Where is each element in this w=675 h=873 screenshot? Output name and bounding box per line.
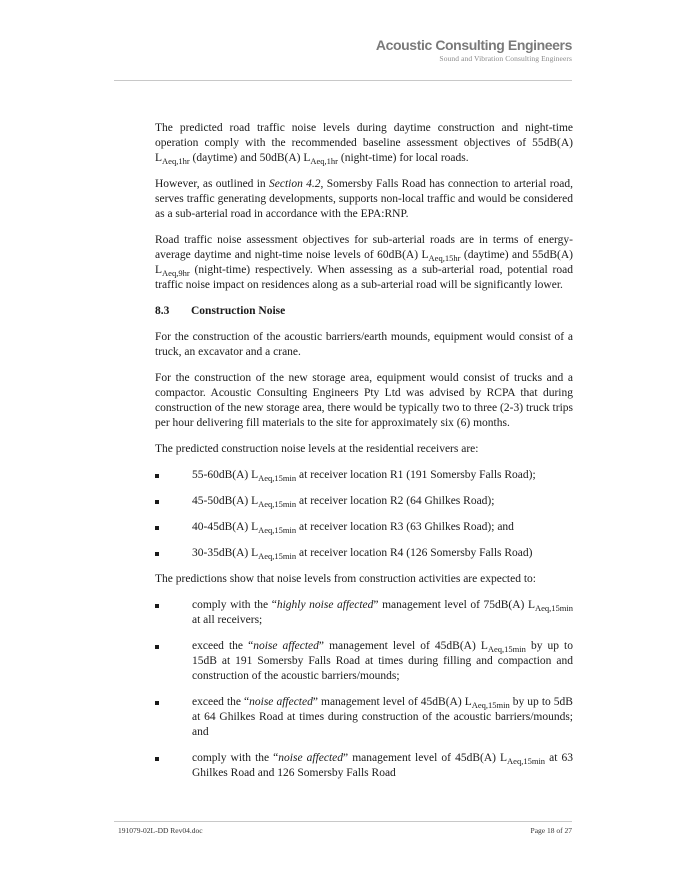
paragraph-barrier-equipment: For the construction of the acoustic barriers/earth mounds, equipment would consist of a truck, an excavator and a crane. xyxy=(155,331,573,358)
bullet-icon xyxy=(155,500,159,504)
bullet-icon xyxy=(155,604,159,608)
list-item: 40-45dB(A) $L_{Aeq,15min}$ at receiver location R3 (63 Ghilkes Road); and xyxy=(155,520,573,535)
list-item: comply with the “noise affected” management level of 45dB(A) $L_{Aeq,15min}$ at 63 Ghilkes Road and 126 Somersby Falls Road xyxy=(155,751,573,781)
list-item: exceed the “noise affected” management level of 45dB(A) $L_{Aeq,15min}$ by up to 15dB at 191 Somersby Falls Road at times during filling and compaction and construction of the acoustic barriers/mounds; xyxy=(155,639,573,684)
section-title: Construction Noise xyxy=(191,305,286,317)
list-item: comply with the “highly noise affected” management level of 75dB(A) $L_{Aeq,15min}$ at all receivers; xyxy=(155,598,573,628)
list-item: 30-35dB(A) $L_{Aeq,15min}$ at receiver location R4 (126 Somersby Falls Road) xyxy=(155,546,573,561)
paragraph-road-objectives: Road traffic noise assessment objectives for sub-arterial roads are in terms of energy-average daytime and night-time noise levels of 60dB(A) $L_{Aeq,15hr}$ (daytime) and 55dB(A) $L_{Aeq,9hr}$ (night-time) respectively. When assessing as a sub-arterial road, potential road traffic noise impact on residences along as a sub-arterial road will be significantly lower. xyxy=(155,234,573,291)
bullet-icon xyxy=(155,552,159,556)
company-name: Acoustic Consulting Engineers xyxy=(375,37,572,53)
receiver-levels-list xyxy=(155,468,573,561)
section-number: 8.3 xyxy=(155,305,170,317)
bullet-icon xyxy=(155,645,159,649)
bullet-icon xyxy=(155,474,159,478)
section-heading xyxy=(155,304,573,319)
company-tagline: Sound and Vibration Consulting Engineers xyxy=(439,54,572,63)
page-header xyxy=(376,37,572,63)
list-item: 45-50dB(A) $L_{Aeq,15min}$ at receiver location R2 (64 Ghilkes Road); xyxy=(155,494,573,509)
bullet-icon xyxy=(155,526,159,530)
paragraph-predicted-levels-intro: The predicted construction noise levels at the residential receivers are: xyxy=(155,443,479,455)
list-item: 55-60dB(A) $L_{Aeq,15min}$ at receiver location R1 (191 Somersby Falls Road); xyxy=(155,468,573,483)
bullet-icon xyxy=(155,701,159,705)
bullet-icon xyxy=(155,757,159,761)
footer-divider xyxy=(114,821,572,822)
predictions-list xyxy=(155,598,573,781)
section-reference: Section 4.2 xyxy=(268,178,321,190)
list-item: exceed the “noise affected” management level of 45dB(A) $L_{Aeq,15min}$ by up to 5dB at 64 Ghilkes Road at times during construction of the acoustic barriers/mounds; and xyxy=(155,695,573,740)
paragraph-predictions-intro: The predictions show that noise levels from construction activities are expected to: xyxy=(155,573,536,585)
page-number: Page 18 of 27 xyxy=(530,826,572,835)
document-reference: 191079-02L-DD Rev04.doc xyxy=(118,826,203,835)
paragraph-daytime-objectives: The predicted road traffic noise levels during daytime construction and night-time operation comply with the recommended baseline assessment objectives of 55dB(A) $L_{Aeq,1hr}$ (daytime) and 50dB(A) $L_{Aeq,1hr}$ (night-time) for local roads. xyxy=(155,122,573,166)
document-body xyxy=(155,121,573,792)
header-divider xyxy=(114,80,572,81)
paragraph-storage-equipment: For the construction of the new storage area, equipment would consist of trucks and a compactor. Acoustic Consulting Engineers Pty Ltd was advised by RCPA that during construction of the new storage area, there would be typically two to three (2-3) truck trips per hour delivering fill materials to the site for approximately six (6) months. xyxy=(155,372,573,429)
paragraph-sub-arterial: However, as outlined in Section 4.2, Somersby Falls Road has connection to arterial road, serves traffic generating developments, supports non-local traffic and would be considered as a sub-arterial road in accordance with the EPA:RNP. xyxy=(155,178,574,220)
